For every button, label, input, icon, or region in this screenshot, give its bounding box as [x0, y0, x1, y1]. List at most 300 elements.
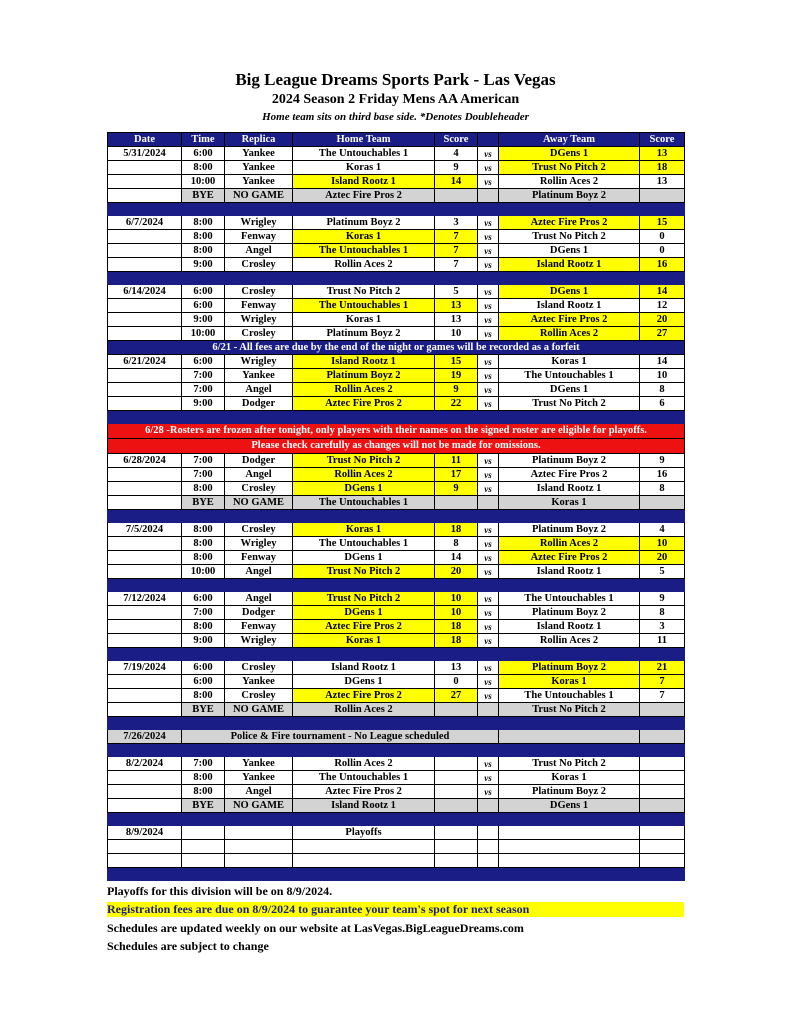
game-row — [108, 397, 685, 411]
home-team: Platinum Boyz 2 — [293, 327, 435, 341]
field-name: Wrigley — [225, 216, 293, 230]
game-time: 6:00 — [182, 592, 225, 606]
week-separator — [108, 272, 685, 285]
away-score — [640, 496, 685, 510]
roster-alert-row — [108, 424, 685, 439]
week-separator — [108, 717, 685, 730]
home-team: Aztec Fire Pros 2 — [293, 397, 435, 411]
bye-row — [108, 703, 685, 717]
vs-label: vs — [478, 565, 499, 579]
field-name: Crosley — [225, 285, 293, 299]
playoffs-label — [293, 840, 435, 854]
footer-website-note: Schedules are updated weekly on our website at LasVegas.BigLeagueDreams.com — [107, 921, 524, 935]
separator-cell — [108, 813, 685, 826]
home-score: 4 — [435, 147, 478, 161]
game-row — [108, 175, 685, 189]
bye-team: DGens 1 — [499, 799, 640, 813]
playoffs-label — [293, 854, 435, 868]
vs-label: vs — [478, 468, 499, 482]
week-date: 7/12/2024 — [108, 592, 182, 606]
vs-label: vs — [478, 244, 499, 258]
vs-label: vs — [478, 675, 499, 689]
no-game-label: NO GAME — [225, 703, 293, 717]
away-score: 8 — [640, 383, 685, 397]
field-name: Yankee — [225, 175, 293, 189]
away-team: Island Rootz 1 — [499, 482, 640, 496]
game-time: 7:00 — [182, 468, 225, 482]
week-separator — [108, 579, 685, 592]
week-date: 8/9/2024 — [108, 826, 182, 840]
week-date — [108, 369, 182, 383]
field-name: Wrigley — [225, 537, 293, 551]
game-time: 9:00 — [182, 313, 225, 327]
vs-label: vs — [478, 757, 499, 771]
away-score — [640, 189, 685, 203]
home-score: 3 — [435, 216, 478, 230]
game-row — [108, 482, 685, 496]
game-time: 8:00 — [182, 161, 225, 175]
away-team: Koras 1 — [499, 675, 640, 689]
away-score: 0 — [640, 230, 685, 244]
column-header: Date — [108, 133, 182, 147]
vs-label: vs — [478, 258, 499, 272]
field-name: Yankee — [225, 147, 293, 161]
away-score — [640, 799, 685, 813]
home-score: 19 — [435, 369, 478, 383]
week-date — [108, 189, 182, 203]
week-date: 6/28/2024 — [108, 454, 182, 468]
home-score: 14 — [435, 175, 478, 189]
away-team: Island Rootz 1 — [499, 299, 640, 313]
away-score — [640, 854, 685, 868]
home-score: 9 — [435, 482, 478, 496]
home-score: 10 — [435, 606, 478, 620]
away-team: Rollin Aces 2 — [499, 327, 640, 341]
game-row — [108, 230, 685, 244]
week-date — [108, 799, 182, 813]
column-header: Home Team — [293, 133, 435, 147]
away-team: Island Rootz 1 — [499, 620, 640, 634]
away-score: 8 — [640, 482, 685, 496]
fees-notice: 6/21 - All fees are due by the end of the night or games will be recorded as a forfeit — [108, 341, 685, 355]
game-row — [108, 285, 685, 299]
time-cell — [182, 854, 225, 868]
week-date — [108, 327, 182, 341]
week-date: 6/14/2024 — [108, 285, 182, 299]
week-date: 6/7/2024 — [108, 216, 182, 230]
game-time: 8:00 — [182, 244, 225, 258]
week-date — [108, 397, 182, 411]
field-name: Fenway — [225, 230, 293, 244]
away-team: Rollin Aces 2 — [499, 537, 640, 551]
away-team: Aztec Fire Pros 2 — [499, 313, 640, 327]
away-team: The Untouchables 1 — [499, 689, 640, 703]
home-team: Koras 1 — [293, 230, 435, 244]
home-score: 8 — [435, 537, 478, 551]
home-score: 15 — [435, 355, 478, 369]
field-name: Fenway — [225, 620, 293, 634]
field-name: Yankee — [225, 771, 293, 785]
game-row — [108, 454, 685, 468]
vs-label: vs — [478, 216, 499, 230]
away-score: 15 — [640, 216, 685, 230]
week-separator — [108, 744, 685, 757]
home-score — [435, 785, 478, 799]
away-team: Aztec Fire Pros 2 — [499, 468, 640, 482]
home-score: 0 — [435, 675, 478, 689]
home-score: 9 — [435, 161, 478, 175]
away-score: 13 — [640, 175, 685, 189]
column-header: Score — [435, 133, 478, 147]
home-score — [435, 703, 478, 717]
game-row — [108, 551, 685, 565]
week-date — [108, 703, 182, 717]
separator-cell — [108, 717, 685, 730]
page-title: Big League Dreams Sports Park - Las Vegas — [235, 70, 556, 89]
away-team: Aztec Fire Pros 2 — [499, 551, 640, 565]
away-score: 3 — [640, 620, 685, 634]
field-name: Yankee — [225, 757, 293, 771]
field-name: Fenway — [225, 551, 293, 565]
away-score: 13 — [640, 147, 685, 161]
vs-label: vs — [478, 689, 499, 703]
week-date: 7/19/2024 — [108, 661, 182, 675]
week-date — [108, 383, 182, 397]
week-date: 7/5/2024 — [108, 523, 182, 537]
week-date — [108, 551, 182, 565]
week-separator — [108, 813, 685, 826]
home-score: 14 — [435, 551, 478, 565]
week-date — [108, 854, 182, 868]
field-name: Crosley — [225, 523, 293, 537]
page-subtitle: 2024 Season 2 Friday Mens AA American — [271, 92, 520, 107]
vs-label: vs — [478, 785, 499, 799]
game-row — [108, 592, 685, 606]
home-team: Rollin Aces 2 — [293, 757, 435, 771]
game-time: 8:00 — [182, 785, 225, 799]
vs-label: vs — [478, 175, 499, 189]
week-date — [108, 313, 182, 327]
vs-cell — [478, 189, 499, 203]
game-time: 7:00 — [182, 369, 225, 383]
week-date — [108, 299, 182, 313]
no-game-label: NO GAME — [225, 799, 293, 813]
game-time: 8:00 — [182, 523, 225, 537]
game-time: 10:00 — [182, 175, 225, 189]
away-team: Rollin Aces 2 — [499, 634, 640, 648]
field-name: Yankee — [225, 161, 293, 175]
field-name: Angel — [225, 592, 293, 606]
game-time: 7:00 — [182, 383, 225, 397]
game-time: 8:00 — [182, 551, 225, 565]
vs-label: vs — [478, 771, 499, 785]
footer-playoffs-note: Playoffs for this division will be on 8/9/2024. — [107, 884, 333, 898]
home-team: Koras 1 — [293, 523, 435, 537]
home-team: Trust No Pitch 2 — [293, 565, 435, 579]
home-team: The Untouchables 1 — [293, 244, 435, 258]
home-score: 7 — [435, 258, 478, 272]
vs-cell — [478, 826, 499, 840]
bye-row — [108, 189, 685, 203]
vs-label: vs — [478, 147, 499, 161]
away-score: 11 — [640, 634, 685, 648]
time-cell — [182, 826, 225, 840]
away-team: Koras 1 — [499, 771, 640, 785]
week-date: 6/21/2024 — [108, 355, 182, 369]
game-row — [108, 369, 685, 383]
home-team: Trust No Pitch 2 — [293, 454, 435, 468]
game-time: 6:00 — [182, 661, 225, 675]
home-team: DGens 1 — [293, 482, 435, 496]
home-team: Island Rootz 1 — [293, 355, 435, 369]
separator-cell — [108, 648, 685, 661]
game-time: 10:00 — [182, 565, 225, 579]
home-score: 13 — [435, 661, 478, 675]
away-team: Platinum Boyz 2 — [499, 606, 640, 620]
bye-team: Koras 1 — [499, 496, 640, 510]
game-row — [108, 161, 685, 175]
vs-label: vs — [478, 454, 499, 468]
away-score: 4 — [640, 523, 685, 537]
home-score — [435, 496, 478, 510]
vs-label: vs — [478, 230, 499, 244]
no-game-label: NO GAME — [225, 496, 293, 510]
vs-label: vs — [478, 369, 499, 383]
bye-team: Island Rootz 1 — [293, 799, 435, 813]
home-team: Island Rootz 1 — [293, 661, 435, 675]
playoff-row — [108, 826, 685, 840]
away-team — [499, 840, 640, 854]
week-date: 5/31/2024 — [108, 147, 182, 161]
home-team: Island Rootz 1 — [293, 175, 435, 189]
vs-label: vs — [478, 161, 499, 175]
schedule-table — [107, 132, 685, 881]
away-score: 21 — [640, 661, 685, 675]
home-score: 11 — [435, 454, 478, 468]
home-team: Koras 1 — [293, 313, 435, 327]
away-team: Trust No Pitch 2 — [499, 161, 640, 175]
column-header: Time — [182, 133, 225, 147]
field-name: Dodger — [225, 606, 293, 620]
game-time: 8:00 — [182, 482, 225, 496]
vs-label: vs — [478, 634, 499, 648]
vs-cell — [478, 799, 499, 813]
home-score: 9 — [435, 383, 478, 397]
home-score — [435, 840, 478, 854]
week-separator — [108, 510, 685, 523]
away-score: 18 — [640, 161, 685, 175]
week-separator — [108, 868, 685, 881]
game-row — [108, 216, 685, 230]
vs-cell — [478, 840, 499, 854]
vs-label: vs — [478, 299, 499, 313]
bye-row — [108, 799, 685, 813]
field-name: Angel — [225, 244, 293, 258]
home-team: DGens 1 — [293, 606, 435, 620]
week-date: 8/2/2024 — [108, 757, 182, 771]
away-score: 14 — [640, 355, 685, 369]
footer-registration-note: Registration fees are due on 8/9/2024 to guarantee your team's spot for next season — [107, 902, 684, 917]
game-time: 7:00 — [182, 454, 225, 468]
empty-cell — [640, 730, 685, 744]
away-score: 20 — [640, 551, 685, 565]
away-score: 9 — [640, 454, 685, 468]
field-cell — [225, 854, 293, 868]
week-date — [108, 175, 182, 189]
home-team: Koras 1 — [293, 634, 435, 648]
schedule-note: Home team sits on third base side. *Denotes Doubleheader — [262, 111, 529, 123]
separator-cell — [108, 510, 685, 523]
playoff-row — [108, 840, 685, 854]
home-score: 7 — [435, 230, 478, 244]
away-team: DGens 1 — [499, 244, 640, 258]
away-score — [640, 703, 685, 717]
home-score: 5 — [435, 285, 478, 299]
vs-label: vs — [478, 383, 499, 397]
away-score: 0 — [640, 244, 685, 258]
home-team: The Untouchables 1 — [293, 771, 435, 785]
home-team: Aztec Fire Pros 2 — [293, 785, 435, 799]
home-score: 13 — [435, 299, 478, 313]
fees-notice-row — [108, 341, 685, 355]
game-time: 7:00 — [182, 606, 225, 620]
game-row — [108, 355, 685, 369]
playoffs-label: Playoffs — [293, 826, 435, 840]
game-time: 6:00 — [182, 147, 225, 161]
field-cell — [225, 840, 293, 854]
away-team: The Untouchables 1 — [499, 369, 640, 383]
game-row — [108, 785, 685, 799]
game-time: 8:00 — [182, 689, 225, 703]
separator-cell — [108, 203, 685, 216]
game-row — [108, 523, 685, 537]
week-separator — [108, 203, 685, 216]
away-score: 7 — [640, 689, 685, 703]
away-team — [499, 854, 640, 868]
week-date — [108, 606, 182, 620]
away-score — [640, 771, 685, 785]
game-row — [108, 244, 685, 258]
vs-cell — [478, 854, 499, 868]
field-cell — [225, 826, 293, 840]
away-team: DGens 1 — [499, 383, 640, 397]
field-name: Crosley — [225, 327, 293, 341]
week-date — [108, 258, 182, 272]
vs-label: vs — [478, 355, 499, 369]
away-team: Island Rootz 1 — [499, 565, 640, 579]
away-score: 27 — [640, 327, 685, 341]
home-team: Rollin Aces 2 — [293, 468, 435, 482]
vs-label: vs — [478, 592, 499, 606]
home-team: Platinum Boyz 2 — [293, 216, 435, 230]
week-date — [108, 482, 182, 496]
game-row — [108, 771, 685, 785]
away-score: 20 — [640, 313, 685, 327]
bye-label: BYE — [182, 703, 225, 717]
game-row — [108, 258, 685, 272]
game-time: 8:00 — [182, 216, 225, 230]
away-team: The Untouchables 1 — [499, 592, 640, 606]
game-row — [108, 383, 685, 397]
away-score: 7 — [640, 675, 685, 689]
home-score — [435, 757, 478, 771]
vs-label: vs — [478, 397, 499, 411]
away-score: 5 — [640, 565, 685, 579]
away-team: Platinum Boyz 2 — [499, 661, 640, 675]
bye-label: BYE — [182, 799, 225, 813]
week-date — [108, 230, 182, 244]
away-team: Platinum Boyz 2 — [499, 523, 640, 537]
separator-cell — [108, 579, 685, 592]
home-team: Koras 1 — [293, 161, 435, 175]
week-date — [108, 840, 182, 854]
game-time: 8:00 — [182, 620, 225, 634]
week-date — [108, 634, 182, 648]
home-score: 22 — [435, 397, 478, 411]
away-score: 12 — [640, 299, 685, 313]
home-score — [435, 771, 478, 785]
away-score: 14 — [640, 285, 685, 299]
game-time: 6:00 — [182, 285, 225, 299]
home-score: 17 — [435, 468, 478, 482]
game-row — [108, 757, 685, 771]
week-date — [108, 771, 182, 785]
vs-label: vs — [478, 551, 499, 565]
week-date — [108, 675, 182, 689]
home-team: Aztec Fire Pros 2 — [293, 689, 435, 703]
week-date — [108, 565, 182, 579]
home-team: Trust No Pitch 2 — [293, 592, 435, 606]
bye-row — [108, 496, 685, 510]
week-date — [108, 620, 182, 634]
vs-label: vs — [478, 313, 499, 327]
column-header: Away Team — [499, 133, 640, 147]
home-team: The Untouchables 1 — [293, 147, 435, 161]
away-score — [640, 785, 685, 799]
footer-change-note: Schedules are subject to change — [107, 939, 269, 953]
week-date — [108, 468, 182, 482]
column-header: Replica — [225, 133, 293, 147]
game-time: 6:00 — [182, 675, 225, 689]
vs-label: vs — [478, 327, 499, 341]
vs-label: vs — [478, 620, 499, 634]
week-date — [108, 537, 182, 551]
home-team: The Untouchables 1 — [293, 299, 435, 313]
home-score: 18 — [435, 523, 478, 537]
field-name: Angel — [225, 565, 293, 579]
field-name: Yankee — [225, 369, 293, 383]
home-score — [435, 189, 478, 203]
away-score: 9 — [640, 592, 685, 606]
away-score — [640, 840, 685, 854]
home-team: Platinum Boyz 2 — [293, 369, 435, 383]
home-score — [435, 799, 478, 813]
game-row — [108, 675, 685, 689]
field-name: Crosley — [225, 258, 293, 272]
week-date — [108, 689, 182, 703]
vs-cell — [478, 496, 499, 510]
roster-alert-row — [108, 439, 685, 454]
game-row — [108, 537, 685, 551]
vs-label: vs — [478, 482, 499, 496]
field-name: Crosley — [225, 482, 293, 496]
game-row — [108, 606, 685, 620]
away-team: Aztec Fire Pros 2 — [499, 216, 640, 230]
field-name: Wrigley — [225, 313, 293, 327]
home-score: 18 — [435, 634, 478, 648]
field-name: Angel — [225, 468, 293, 482]
away-team — [499, 826, 640, 840]
